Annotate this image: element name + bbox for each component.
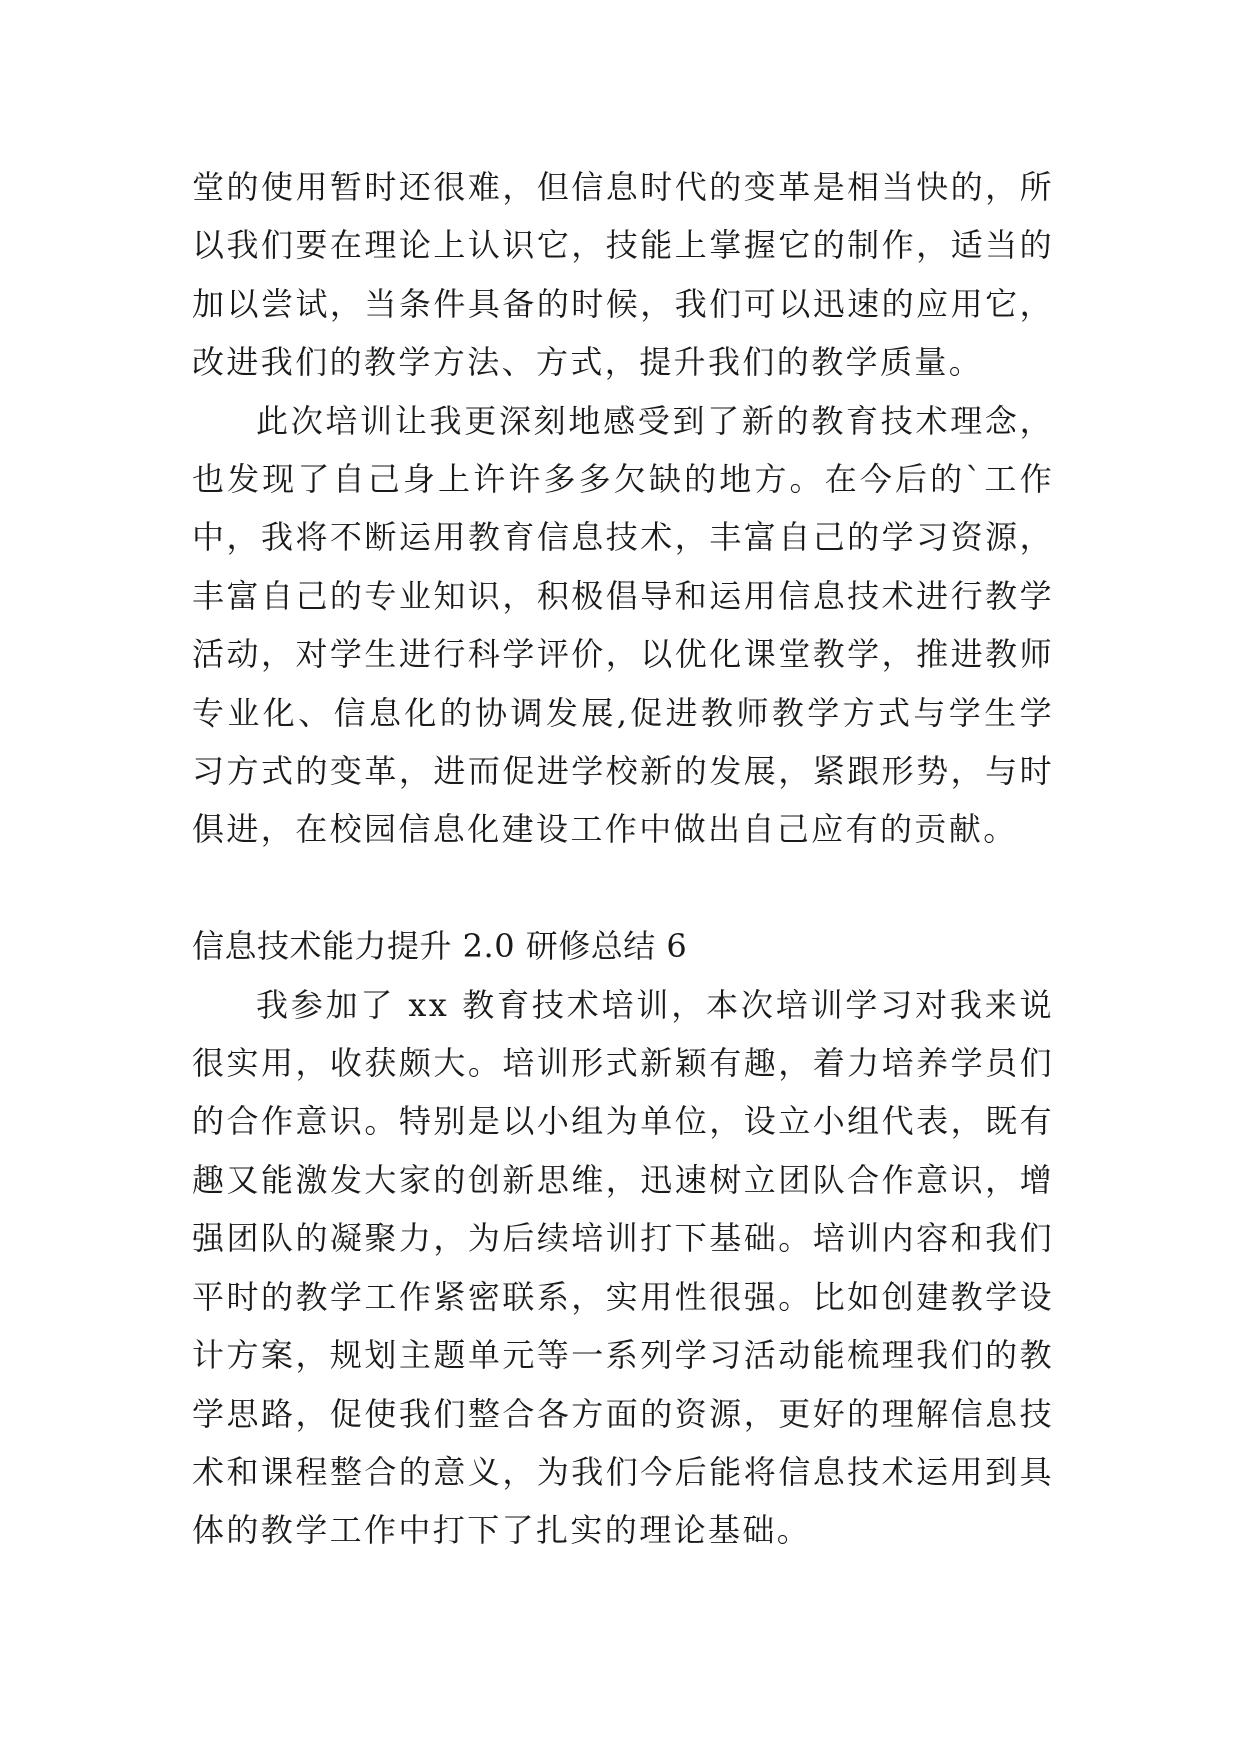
- paragraph-continued: 堂的使用暂时还很难，但信息时代的变革是相当快的，所以我们要在理论上认识它，技能上掌握它的制作，适当的加以尝试，当条件具备的时候，我们可以迅速的应用它，改进我们的教学方法、方式，提升我们的教学质量。: [192, 168, 1054, 382]
- section-heading: 信息技术能力提升 2.0 研修总结 6: [192, 927, 688, 966]
- paragraph-summary-6: 我参加了 xx 教育技术培训，本次培训学习对我来说很实用，收获颇大。培训形式新颖有趣，着力培养学员们的合作意识。特别是以小组为单位，设立小组代表，既有趣又能激发大家的创新思维，迅速树立团队合作意识，增强团队的凝聚力，为后续培训打下基础。培训内容和我们平时的教学工作紧密联系，实用性很强。比如创建教学设计方案，规划主题单元等一系列学习活动能梳理我们的教学思路，促使我们整合各方面的资源，更好的理解信息技术和课程整合的意义，为我们今后能将信息技术运用到具体的教学工作中打下了扎实的理论基础。: [192, 985, 1054, 1550]
- document-body: [192, 158, 1054, 1560]
- section-spacer: [192, 859, 1054, 917]
- paragraph-training-reflection: 此次培训让我更深刻地感受到了新的教育技术理念，也发现了自己身上许许多多欠缺的地方。在今后的`工作中，我将不断运用教育信息技术，丰富自己的学习资源，丰富自己的专业知识，积极倡导和运用信息技术进行教学活动，对学生进行科学评价，以优化课堂教学，推进教师专业化、信息化的协调发展,促进教师教学方式与学生学习方式的变革，进而促进学校新的发展，紧跟形势，与时俱进，在校园信息化建设工作中做出自己应有的贡献。: [192, 401, 1054, 849]
